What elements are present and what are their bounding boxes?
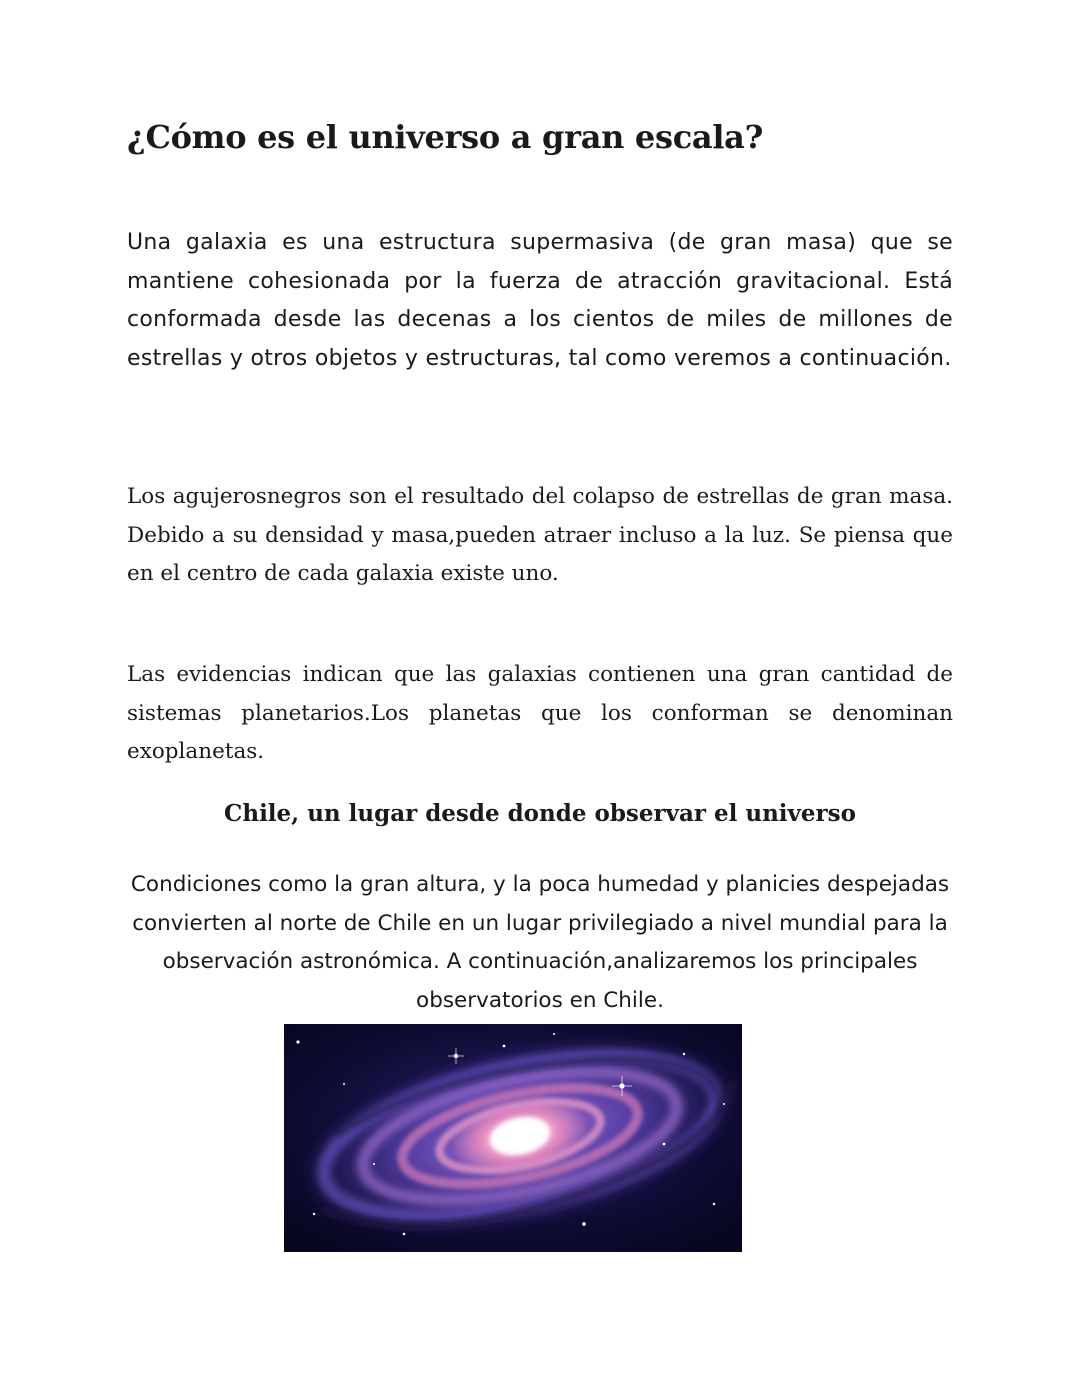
- section-heading-chile: Chile, un lugar desde donde observar el universo: [224, 800, 856, 827]
- paragraph-chile: Condiciones como la gran altura, y la poca humedad y planicies despejadas convierten al norte de Chile en un lugar privilegiado a nivel mundial para la observación astronómica. A continuación,analizaremos los principales observatorios en Chile.: [130, 872, 950, 1013]
- paragraph-evidencias: Las evidencias indican que las galaxias contienen una gran cantidad de sistemas planetarios.Los planetas que los conforman se denominan exoplanetas.: [127, 662, 953, 764]
- paragraph-agujeros-negros: Los agujerosnegros son el resultado del colapso de estrellas de gran masa. Debido a su densidad y masa,pueden atraer incluso a la luz. Se piensa que en el centro de cada galaxia existe uno.: [127, 484, 953, 586]
- page-title: ¿Cómo es el universo a gran escala?: [127, 118, 764, 156]
- galaxy-image: [284, 1024, 742, 1252]
- paragraph-galaxia: Una galaxia es una estructura supermasiva (de gran masa) que se mantiene cohesionada por la fuerza de atracción gravitacional. Está conformada desde las decenas a los cientos de miles de millones de estrellas y otros objetos y estructuras, tal como veremos a continuación.: [127, 230, 953, 371]
